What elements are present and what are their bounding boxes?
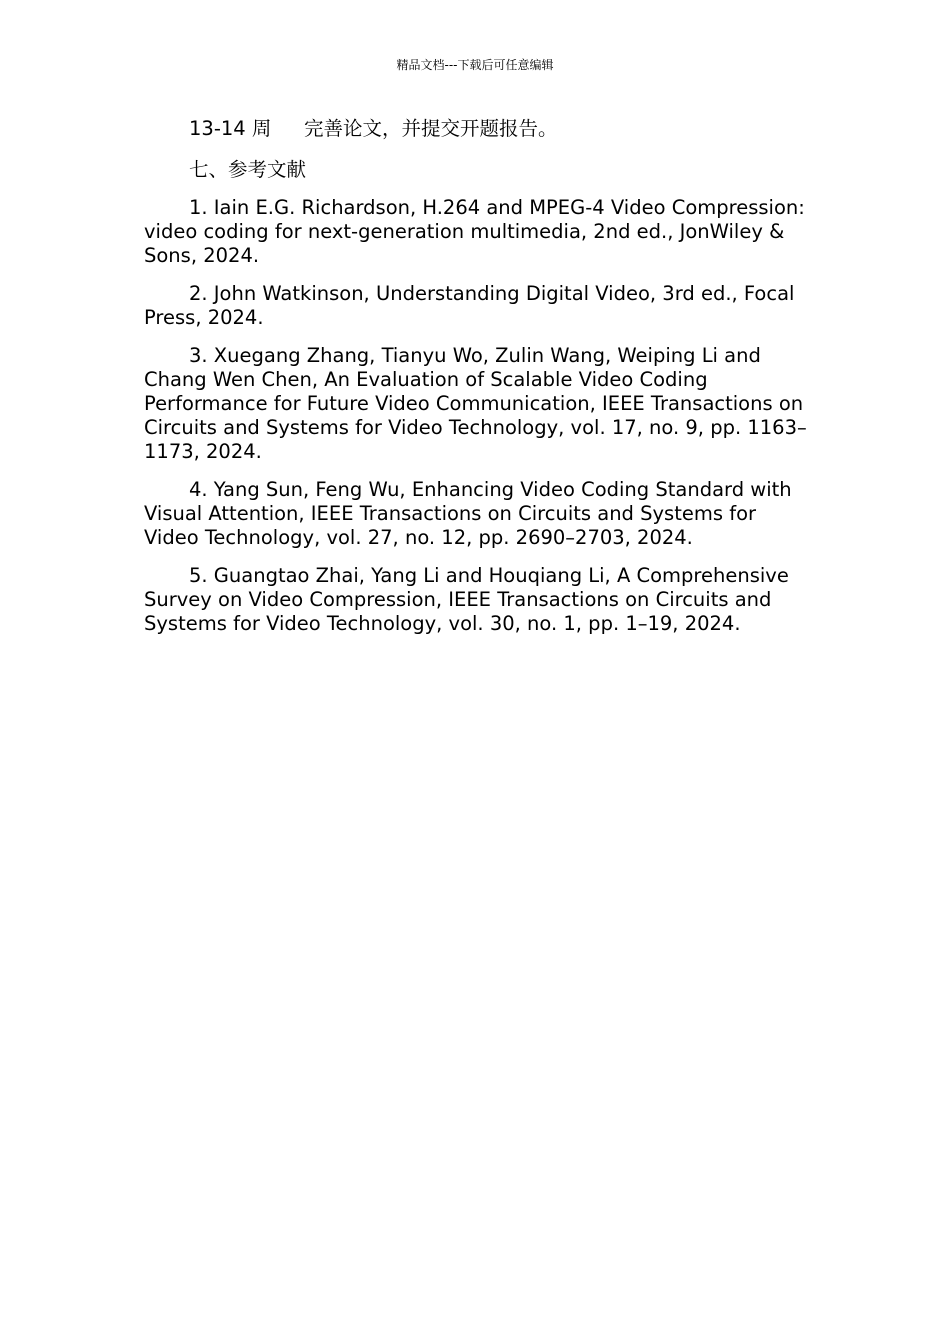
schedule-line	[144, 117, 808, 141]
reference-item-5: 5. Guangtao Zhai, Yang Li and Houqiang Li, A Comprehensive Survey on Video Compression, IEEE Transactions on Circuits and Systems for Video Technology, vol. 30, no. 1, pp. 1–19, 2024.	[144, 564, 789, 635]
reference-item-1: 1. Iain E.G. Richardson, H.264 and MPEG-4 Video Compression: video coding for next-generation multimedia, 2nd ed., JonWiley & Sons, 2024.	[144, 196, 805, 267]
document-body	[144, 117, 808, 650]
reference-item-3: 3. Xuegang Zhang, Tianyu Wo, Zulin Wang, Weiping Li and Chang Wen Chen, An Evaluation of Scalable Video Coding Performance for Future Video Communication, IEEE Transactions on Circuits and Systems for Video Technology, vol. 17, no. 9, pp. 1163–1173, 2024.	[144, 344, 807, 463]
page-header: 精品文档---下载后可任意编辑	[396, 58, 554, 72]
section-heading: 七、参考文献	[189, 158, 307, 181]
schedule-task: 完善论文，并提交开题报告。	[304, 117, 558, 140]
reference-item-2: 2. John Watkinson, Understanding Digital Video, 3rd ed., Focal Press, 2024.	[144, 282, 795, 329]
reference-item-4: 4. Yang Sun, Feng Wu, Enhancing Video Coding Standard with Visual Attention, IEEE Transactions on Circuits and Systems for Video Technology, vol. 27, no. 12, pp. 2690–2703, 2024.	[144, 478, 792, 549]
schedule-week: 13-14 周	[189, 117, 272, 140]
